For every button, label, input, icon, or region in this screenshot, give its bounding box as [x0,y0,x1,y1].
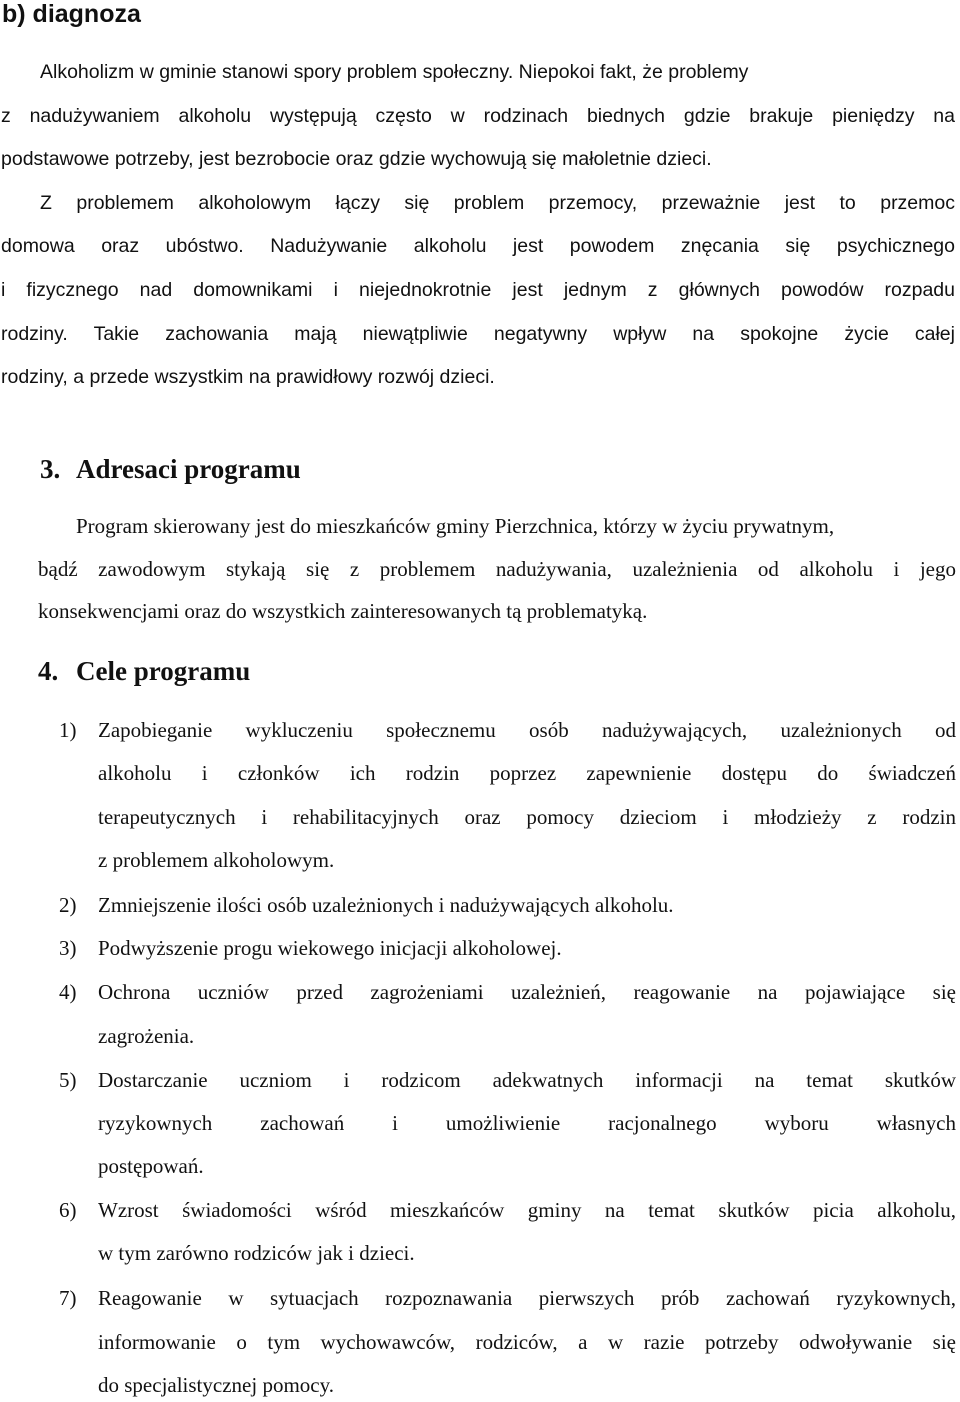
section-3-title: Adresaci programu [76,454,301,484]
goal-7-line-3: do specjalistycznej pomocy. [98,1373,334,1397]
goal-6-marker: 6) [59,1198,77,1222]
goal-3-line-1: Podwyższenie progu wiekowego inicjacji alkoholowej. [98,936,562,960]
goal-7-line-1: Reagowanie w sytuacjach rozpoznawania pierwszych prób zachowań ryzykownych, [98,1286,956,1310]
section-4-number: 4. [38,656,59,686]
section-3-number: 3. [40,454,61,484]
goal-5-line-3: postępowań. [98,1154,204,1178]
adresaci-line-3: konsekwencjami oraz do wszystkich zainteresowanych tą problematyką. [38,599,648,623]
goal-1-line-3: terapeutycznych i rehabilitacyjnych oraz pomocy dzieciom i młodzieży z rodzin [98,805,956,829]
diagnoza-line-4: Z problemem alkoholowym łączy się problem przemocy, przeważnie jest to przemoc [40,192,955,214]
diagnoza-line-2: z nadużywaniem alkoholu występują często w rodzinach biednych gdzie brakuje pieniędzy na [1,105,955,127]
goal-5-line-1: Dostarczanie uczniom i rodzicom adekwatnych informacji na temat skutków [98,1068,956,1092]
section-4-title: Cele programu [76,656,251,686]
goal-1-marker: 1) [59,718,77,742]
goal-4-marker: 4) [59,980,77,1004]
diagnoza-line-7: rodziny. Takie zachowania mają niewątpliwie negatywny wpływ na spokojne życie całej [1,323,955,345]
goal-2-line-1: Zmniejszenie ilości osób uzależnionych i nadużywających alkoholu. [98,893,674,917]
goal-5-line-2: ryzykownych zachowań i umożliwienie racjonalnego wyboru własnych [98,1111,956,1135]
diagnoza-line-5: domowa oraz ubóstwo. Nadużywanie alkoholu jest powodem znęcania się psychicznego [1,235,955,257]
goal-5-marker: 5) [59,1068,77,1092]
diagnoza-line-6: i fizycznego nad domownikami i niejednokrotnie jest jednym z głównych powodów rozpadu [1,279,955,301]
goal-1-line-1: Zapobieganie wykluczeniu społecznemu osób nadużywających, uzależnionych od [98,718,956,742]
goal-1-line-4: z problemem alkoholowym. [98,848,335,872]
diagnoza-line-3: podstawowe potrzeby, jest bezrobocie oraz gdzie wychowują się małoletnie dzieci. [1,148,712,170]
goal-2-marker: 2) [59,893,77,917]
adresaci-line-1: Program skierowany jest do mieszkańców gminy Pierzchnica, którzy w życiu prywatnym, [76,514,835,538]
goal-7-line-2: informowanie o tym wychowawców, rodziców, a w razie potrzeby odwoływanie się [98,1330,956,1354]
goal-6-line-1: Wzrost świadomości wśród mieszkańców gminy na temat skutków picia alkoholu, [98,1198,956,1222]
goal-1-line-2: alkoholu i członków ich rodzin poprzez zapewnienie dostępu do świadczeń [98,761,956,785]
goal-3-marker: 3) [59,936,77,960]
goal-7-marker: 7) [59,1286,77,1310]
section-b-heading: b) diagnoza [2,0,141,28]
diagnoza-line-8: rodziny, a przede wszystkim na prawidłowy rozwój dzieci. [1,366,495,388]
diagnoza-line-1: Alkoholizm w gminie stanowi spory problem społeczny. Niepokoi fakt, że problemy [40,61,749,83]
goal-6-line-2: w tym zarówno rodziców jak i dzieci. [98,1241,415,1265]
goal-4-line-2: zagrożenia. [98,1024,195,1048]
goal-4-line-1: Ochrona uczniów przed zagrożeniami uzależnień, reagowanie na pojawiające się [98,980,956,1004]
adresaci-line-2: bądź zawodowym stykają się z problemem nadużywania, uzależnienia od alkoholu i jego [38,557,956,581]
